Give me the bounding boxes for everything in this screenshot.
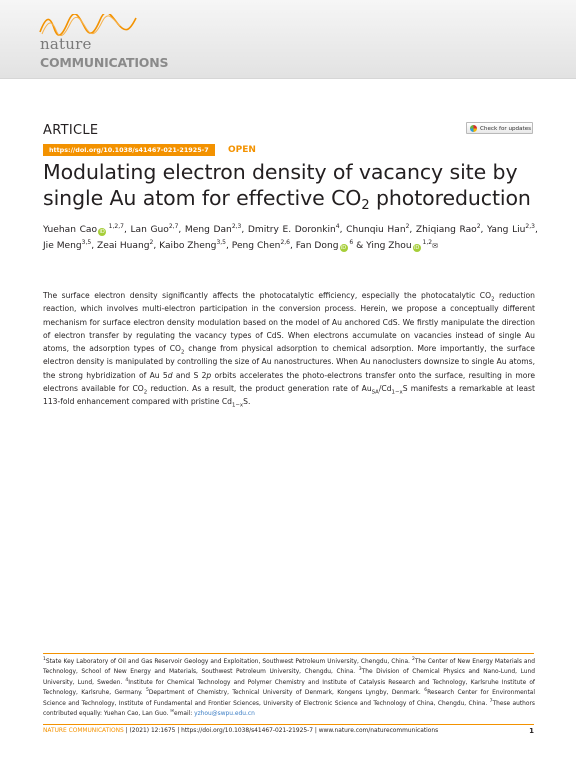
- author-affiliation-sup: 2: [405, 223, 410, 230]
- author[interactable]: [296, 241, 353, 251]
- author-name: Chunqiu Han: [346, 225, 406, 235]
- author-affiliation-sup: 2,3: [525, 223, 535, 230]
- author-affiliation-sup: 2,6: [280, 239, 290, 246]
- check-for-updates-button[interactable]: [466, 122, 533, 134]
- author-name: Fan Dong: [295, 241, 339, 251]
- check-for-updates-label: Check for updates: [480, 126, 532, 132]
- author-affiliation-sup: 2: [476, 223, 481, 230]
- author[interactable]: [130, 225, 178, 235]
- author-affiliation-sup: 2,7: [168, 223, 179, 230]
- author[interactable]: [487, 225, 535, 235]
- author-name: Yuehan Cao: [43, 225, 98, 235]
- author[interactable]: [366, 241, 438, 251]
- doi-link[interactable]: https://doi.org/10.1038/s41467-021-21925-7: [43, 144, 215, 156]
- title-line-2-pre: single Au atom for effective CO: [43, 186, 362, 210]
- author-name: Yang Liu: [487, 225, 526, 235]
- author[interactable]: [43, 241, 91, 251]
- orcid-icon[interactable]: iD: [414, 245, 420, 251]
- article-title: [43, 159, 543, 211]
- author-name: Ying Zhou: [366, 241, 412, 251]
- author[interactable]: [346, 225, 409, 235]
- author-affiliation-sup: 6: [347, 239, 354, 246]
- email-link[interactable]: yzhou@swpu.edu.cn: [194, 711, 255, 718]
- author[interactable]: [232, 241, 290, 251]
- author[interactable]: [185, 225, 241, 235]
- envelope-icon: ✉: [432, 242, 438, 250]
- page-number: 1: [529, 727, 534, 735]
- author-affiliation-sup: 4: [335, 223, 340, 230]
- footer-divider: [43, 724, 534, 725]
- orcid-icon[interactable]: iD: [99, 229, 105, 235]
- open-access-label: OPEN: [228, 145, 256, 155]
- author-name: Peng Chen: [231, 241, 281, 251]
- author[interactable]: [248, 225, 340, 235]
- crossmark-icon: [470, 125, 477, 132]
- author[interactable]: [43, 225, 124, 235]
- journal-header: [0, 0, 576, 79]
- affiliations: $^1$State Key Laboratory of Oil and Gas Reservoir Geology and Exploitation, Southwest Petroleum University, Chengdu, China. $^2$The Center of New Energy Materials and Technology, School of New Energy and Materials, Southwest Petroleum University, Chengdu, China. $^3$The Division of Chemical Physics and Nano-Lund, Lund University, Lund, Sweden. $^4$Institute for Chemical Technology and Polymer Chemistry and Institute of Catalysis Research and Technology, Karlsruhe Institute of Technology, Karlsruhe, Germany. $^5$Department of Chemistry, Technical University of Denmark, Kongens Lyngby, Denmark. $^6$Research Center for Environmental Science and Technology, Institute of Fundamental and Frontier Sciences, University of Electronic Science and Technology of China, Chengdu, China. $^7$These authors contributed equally: Yuehan Cao, Lan Guo. ✉email: yzhou@swpu.edu.cn: [43, 657, 536, 718]
- abstract: The surface electron density significantly affects the photocatalytic efficiency, especially the photocatalytic $CO_2$ reduction reaction, which involves multi-electron participation in the conversion process. Herein, we propose a conceptually different mechanism for surface electron density modulation based on the model of Au anchored CdS. We firstly manipulate the direction of electron transfer by regulating the vacancy types of CdS. When electrons accumulate on vacancies instead of single Au atoms, the adsorption types of $CO_2$ change from physical adsorption to chemical adsorption. More importantly, the surface electron density is manipulated by controlling the size of Au nanostructures. When Au nanoclusters downsize to single Au atoms, the strong hybridization of Au 5d and S 2p orbits accelerates the photo-electrons transfer onto the surface, resulting in more electrons available for $CO_2$ reduction. As a result, the product generation rate of $Au_{SA}/Cd_{1-x}S$ manifests a remarkable at least 113-fold enhancement compared with pristine $Cd_{1-x}S$.: [43, 291, 535, 409]
- author-affiliation-sup: 2,3: [231, 223, 242, 230]
- author-affiliation-sup: 3,5: [81, 239, 92, 246]
- author-name: Zeai Huang: [97, 241, 150, 251]
- author[interactable]: [416, 225, 481, 235]
- author[interactable]: [159, 241, 226, 251]
- author-name: Jie Meng: [43, 241, 82, 251]
- author-affiliation-sup: 1,2: [420, 239, 433, 246]
- author-affiliation-sup: 3,5: [216, 239, 226, 246]
- footer-journal-name: NATURE COMMUNICATIONS: [43, 728, 124, 734]
- logo-communications-text: COMMUNICATIONS: [40, 55, 169, 70]
- footer-citation: | (2021) 12:1675 | https://doi.org/10.1038/s41467-021-21925-7 | www.nature.com/naturecommunications: [123, 728, 439, 734]
- author-name: Meng Dan: [184, 225, 232, 235]
- author[interactable]: [97, 241, 153, 251]
- title-line-1: Modulating electron density of vacancy site by: [43, 160, 518, 184]
- author-name: Zhiqiang Rao: [415, 225, 477, 235]
- author-name: Dmitry E. Doronkin: [247, 225, 336, 235]
- author-list: Yuehan Cao iD $^{1,2,7}$, Lan Guo$^{2,7}$, Meng Dan$^{2,3}$, Dmitry E. Doronkin$^4$, Chunqiu Han$^2$, Zhiqiang Rao$^2$, Yang Liu$^{2,3}$, Jie Meng$^{3,5}$, Zeai Huang$^2$, Kaibo Zheng$^{3,5}$, Peng Chen$^{2,6}$, Fan Dong iD $^6$ & Ying Zhou iD $^{1,2}$✉: [43, 223, 538, 251]
- footnote-divider: [43, 653, 534, 654]
- author-affiliation-sup: 1,2,7: [106, 223, 124, 230]
- title-line-2-post: photoreduction: [369, 186, 531, 210]
- nature-logo-wave-icon: [38, 14, 138, 36]
- article-type-label: ARTICLE: [43, 123, 99, 138]
- page-footer: [43, 727, 534, 736]
- orcid-icon[interactable]: iD: [340, 245, 347, 251]
- title-subscript: 2: [361, 198, 370, 213]
- author-name: Kaibo Zheng: [159, 241, 217, 251]
- author-affiliation-sup: 2: [149, 239, 154, 246]
- author-name: Lan Guo: [130, 225, 169, 235]
- logo-nature-text: nature: [40, 35, 92, 53]
